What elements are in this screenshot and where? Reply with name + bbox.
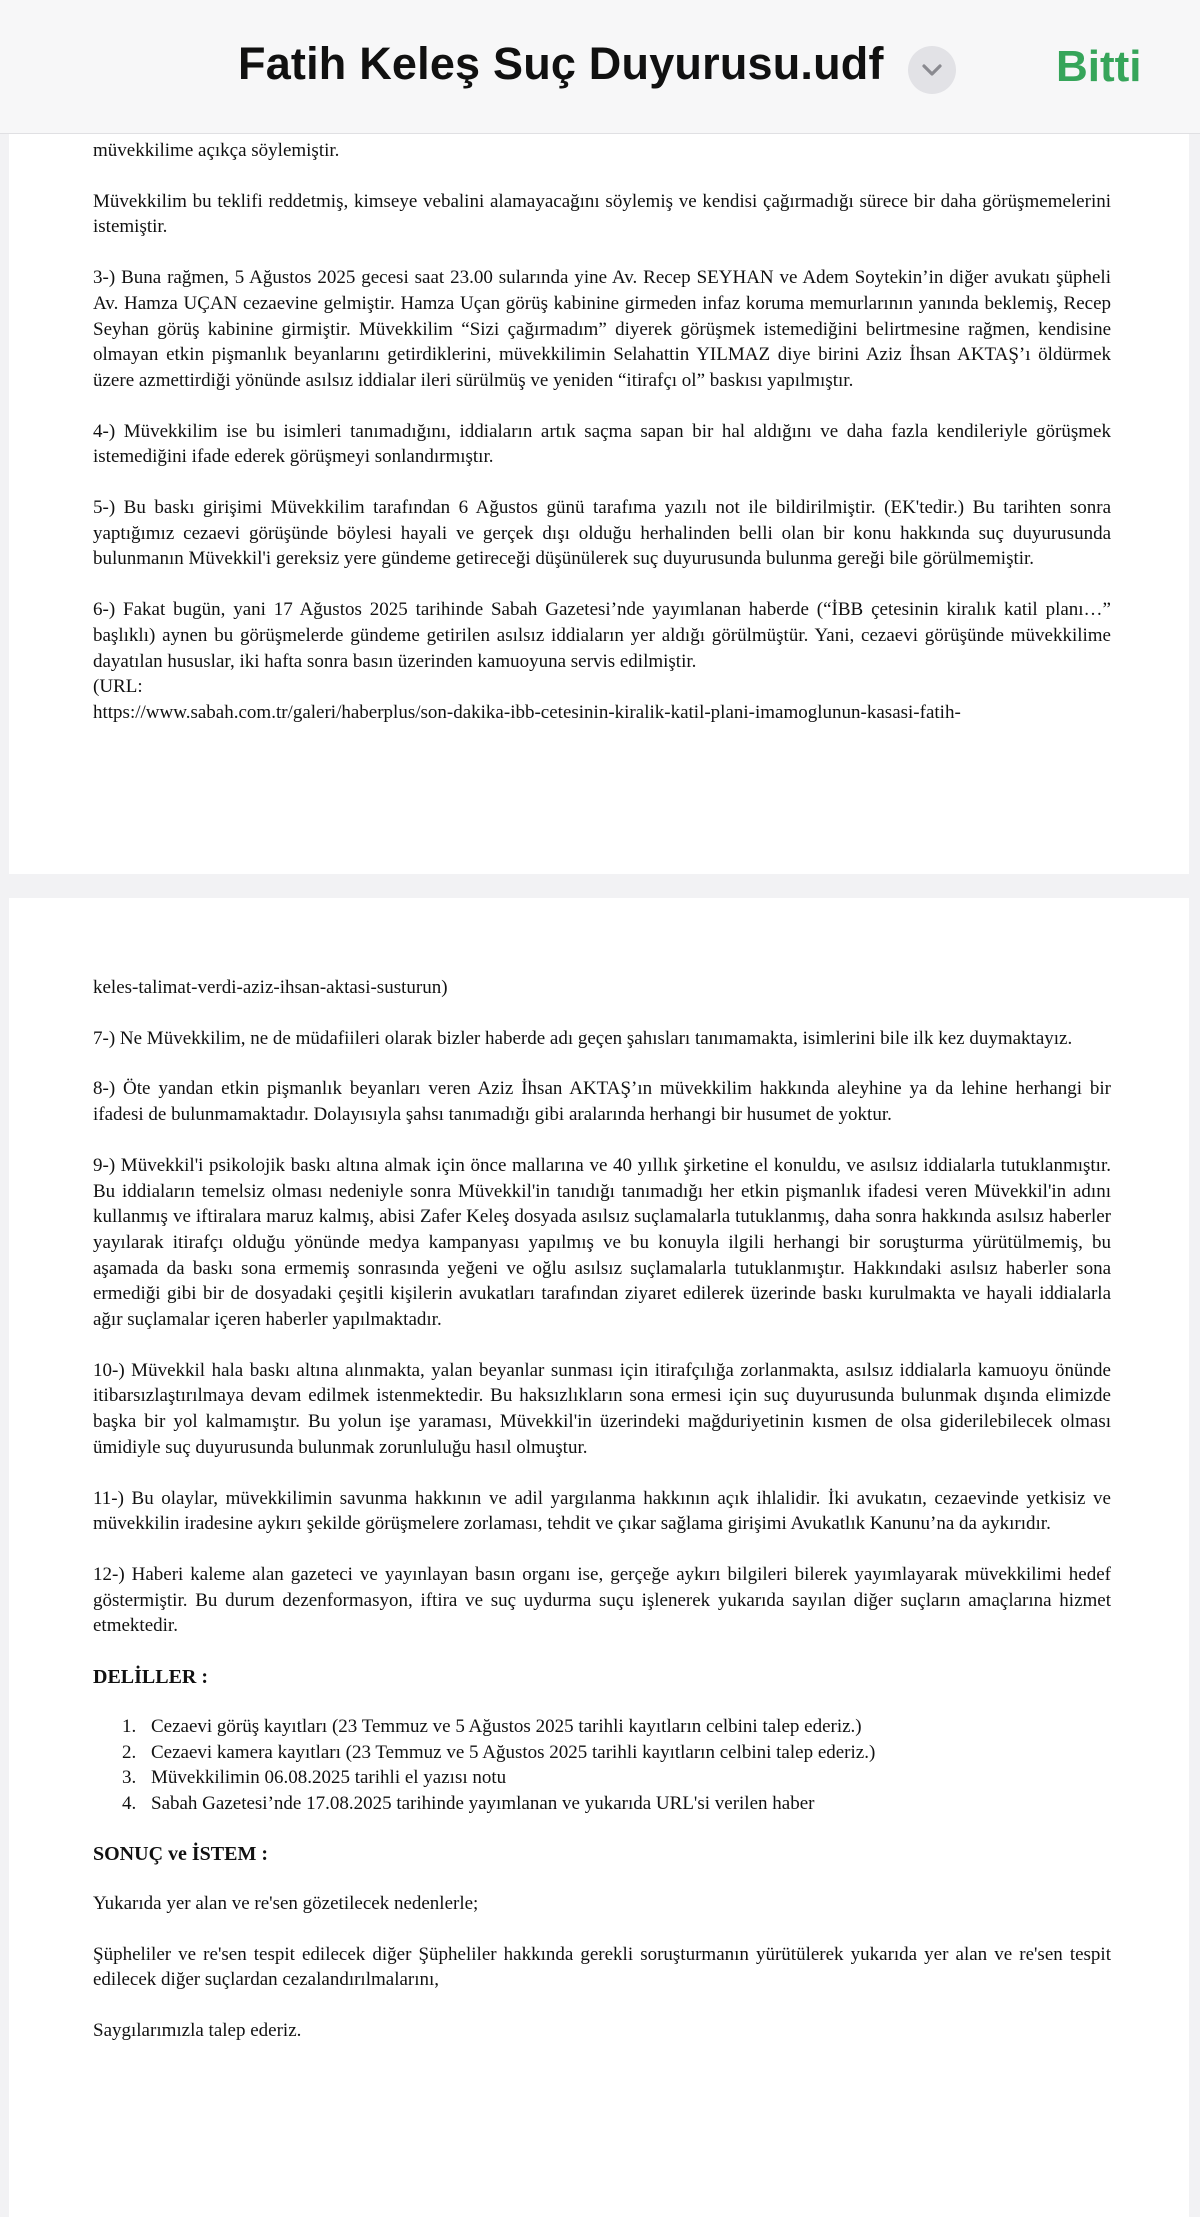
url-line[interactable]: https://www.sabah.com.tr/galeri/haberplus/son-dakika-ibb-cetesinin-kiralik-katil-plani-imamoglunun-kasasi-fatih- — [93, 701, 961, 723]
page-2-content — [93, 975, 1111, 2069]
paragraph-8: 8-) Öte yandan etkin pişmanlık beyanları veren Aziz İhsan AKTAŞ’ın müvekkilim hakkında aleyhine ya da lehine herhangi bir ifadesi de bulunmamaktadır. Dolayısıyla şahsı tanımadığı gibi aralarında herhangi bir husumet de yoktur. — [93, 1078, 1111, 1126]
paragraph-6: 6-) Fakat bugün, yani 17 Ağustos 2025 tarihinde Sabah Gazetesi’nde yayımlanan haberde (“İBB çetesinin kiralık katil planı…” başlıklı) aynen bu görüşmelerde gündeme getirilen asılsız iddiaların yer aldığı görülmüştür. Yani, cezaevi görüşünde müvekkilime dayatılan hususlar, iki hafta sonra basın üzerinden kamuoyuna servis edilmiştir. — [93, 599, 1111, 672]
evidence-item: 1. Cezaevi görüş kayıtları (23 Temmuz ve 5 Ağustos 2025 tarihli kayıtların celbini talep ederiz.) — [141, 1714, 1111, 1740]
document-page-2 — [9, 898, 1189, 2217]
conclusion-line-1: Yukarıda yer alan ve re'sen gözetilecek nedenlerle; — [93, 1892, 479, 1914]
paragraph-refusal: Müvekkilim bu teklifi reddetmiş, kimseye vebalini alamayacağını söylemiş ve kendisi çağırmadığı sürece bir daha görüşmemelerini istemiştir. — [93, 190, 1111, 238]
evidence-heading: DELİLLER : — [93, 1666, 209, 1689]
paragraph-3: 3-) Buna rağmen, 5 Ağustos 2025 gecesi saat 23.00 sularında yine Av. Recep SEYHAN ve Adem Soytekin’in diğer avukatı şüpheli Av. Hamza UÇAN cezaevine gelmiştir. Hamza Uçan görüş kabinine girmeden infaz koruma memurlarının yanında beklemiş, Recep Seyhan görüş kabinine girmiştir. Müvekkilim “Sizi çağırmadım” diyerek görüşmek istemediğini belirtmesine rağmen, kendisine olmayan etkin pişmanlık beyanlarını getirdiklerini, müvekkilimin Selahattin YILMAZ diye birini Aziz İhsan AKTAŞ’ı öldürmek üzere azmettirdiği yönünde asılsız iddialar ileri sürülmüş ve yeniden “itirafçı ol” baskısı yapılmıştır. — [93, 267, 1111, 391]
top-bar — [0, 0, 1200, 134]
url-label: (URL: — [93, 676, 143, 698]
title-menu-button[interactable] — [908, 46, 956, 94]
paragraph-2-tail: müvekkilime açıkça söylemiştir. — [93, 140, 340, 161]
document-page-1 — [9, 90, 1189, 874]
closing-line: Saygılarımızla talep ederiz. — [93, 2019, 302, 2041]
document-title[interactable]: Fatih Keleş Suç Duyurusu.udf — [238, 38, 884, 89]
conclusion-heading: SONUÇ ve İSTEM : — [93, 1842, 269, 1865]
evidence-item: 4. Sabah Gazetesi’nde 17.08.2025 tarihinde yayımlanan ve yukarıda URL'si verilen haber — [141, 1791, 1111, 1817]
chevron-down-icon — [920, 60, 944, 80]
evidence-list — [93, 1714, 1111, 1817]
evidence-item: 3. Müvekkilimin 06.08.2025 tarihli el yazısı notu — [141, 1765, 1111, 1791]
url-continuation: keles-talimat-verdi-aziz-ihsan-aktasi-susturun) — [93, 977, 448, 998]
done-button[interactable]: Bitti — [1056, 42, 1142, 91]
paragraph-5: 5-) Bu baskı girişimi Müvekkilim tarafından 6 Ağustos günü tarafıma yazılı not ile bildirilmiştir. (EK'tedir.) Bu tarihten sonra yaptığımız cezaevi görüşünde böylesi hayali ve gerçek dışı olduğu herhalinden belli olan bir konu hakkında suç duyurusunda bulunmanın Müvekkil'i gereksiz yere gündeme getireceği düşünülerek suç duyurusunda bulunma gereği bile görülmemiştir. — [93, 497, 1111, 570]
conclusion-line-2: Şüpheliler ve re'sen tespit edilecek diğer Şüpheliler hakkında gerekli soruşturmanın yürütülerek yukarıda yer alan ve re'sen tespit edilecek diğer suçlardan cezalandırılmalarını, — [93, 1943, 1111, 1991]
paragraph-12: 12-) Haberi kaleme alan gazeteci ve yayınlayan basın organı ise, gerçeğe aykırı bilgileri bilerek yayımlayarak müvekkilimi hedef göstermiştir. Bu durum dezenformasyon, iftira ve suç uydurma suçu işlenerek yukarıda sayılan diğer suçların amaçlarına hizmet etmektedir. — [93, 1563, 1111, 1637]
paragraph-9: 9-) Müvekkil'i psikolojik baskı altına almak için önce mallarına ve 40 yıllık şirketine el konuldu, ve asılsız iddialarla tutuklanmıştır. Bu iddiaların temelsiz olması nedeniyle sonra Müvekkil'in tanıdığı tanımadığı her etkin pişmanlık ifadesi veren Müvekkil'in adını kullanmış ve iftiralara maruz kalmış, abisi Zafer Keleş dosyada asılsız suçlamalarla tutuklanmış, daha sonra hakkında asılsız haberler yayılarak itirafçı olduğu yönünde medya kampanyası yapılmış ve bu konuyla ilgili herhangi bir soruşturma yürütülmemiş, bu aşamada da baskı sona ermemiş sonrasında yeğeni ve oğlu asılsız suçlamalarla tutuklanmıştır. Hakkındaki asılsız haberler sona ermediği gibi bir de dosyadaki çeşitli kişilerin avukatları tarafından ziyaret edilerek üzerinde baskı kurulmakta ve hayali iddialarla ağır suçlamalar içeren haberler yapılmaktadır. — [93, 1154, 1111, 1331]
paragraph-10: 10-) Müvekkil hala baskı altına alınmakta, yalan beyanlar sunması için itirafçılığa zorlanmakta, asılsız iddialarla kamuoyu önünde itibarsızlaştırılmaya devam edilmek istenmektedir. Bu haksızlıkların sona ermesi için suç duyurusunda bulunmak dışında elimizde başka bir yol kalmamıştır. Bu yolun işe yaraması, Müvekkil'in üzerindeki mağduriyetinin kısmen de olsa giderilebilecek olması ümidiyle suç duyurusunda bulunmak zorunluluğu hasıl olmuştur. — [93, 1359, 1111, 1458]
page-1-content — [93, 138, 1111, 751]
paragraph-4: 4-) Müvekkilim ise bu isimleri tanımadığını, iddiaların artık saçma sapan bir hal aldığını ve daha fazla kendileriyle görüşmek istemediğini ifade ederek görüşmeyi sonlandırmıştır. — [93, 420, 1111, 468]
evidence-item: 2. Cezaevi kamera kayıtları (23 Temmuz ve 5 Ağustos 2025 tarihli kayıtların celbini talep ederiz.) — [141, 1740, 1111, 1766]
paragraph-11: 11-) Bu olaylar, müvekkilimin savunma hakkının ve adil yargılanma hakkının açık ihlalidir. İki avukatın, cezaevinde yetkisiz ve müvekkilin iradesine aykırı şekilde görüşmelere zorlaması, tehdit ve çıkar sağlama girişimi Avukatlık Kanunu’na da aykırıdır. — [93, 1487, 1111, 1535]
paragraph-7: 7-) Ne Müvekkilim, ne de müdafiileri olarak bizler haberde adı geçen şahısları tanımamakta, isimlerini bile ilk kez duymaktayız. — [93, 1027, 1073, 1049]
